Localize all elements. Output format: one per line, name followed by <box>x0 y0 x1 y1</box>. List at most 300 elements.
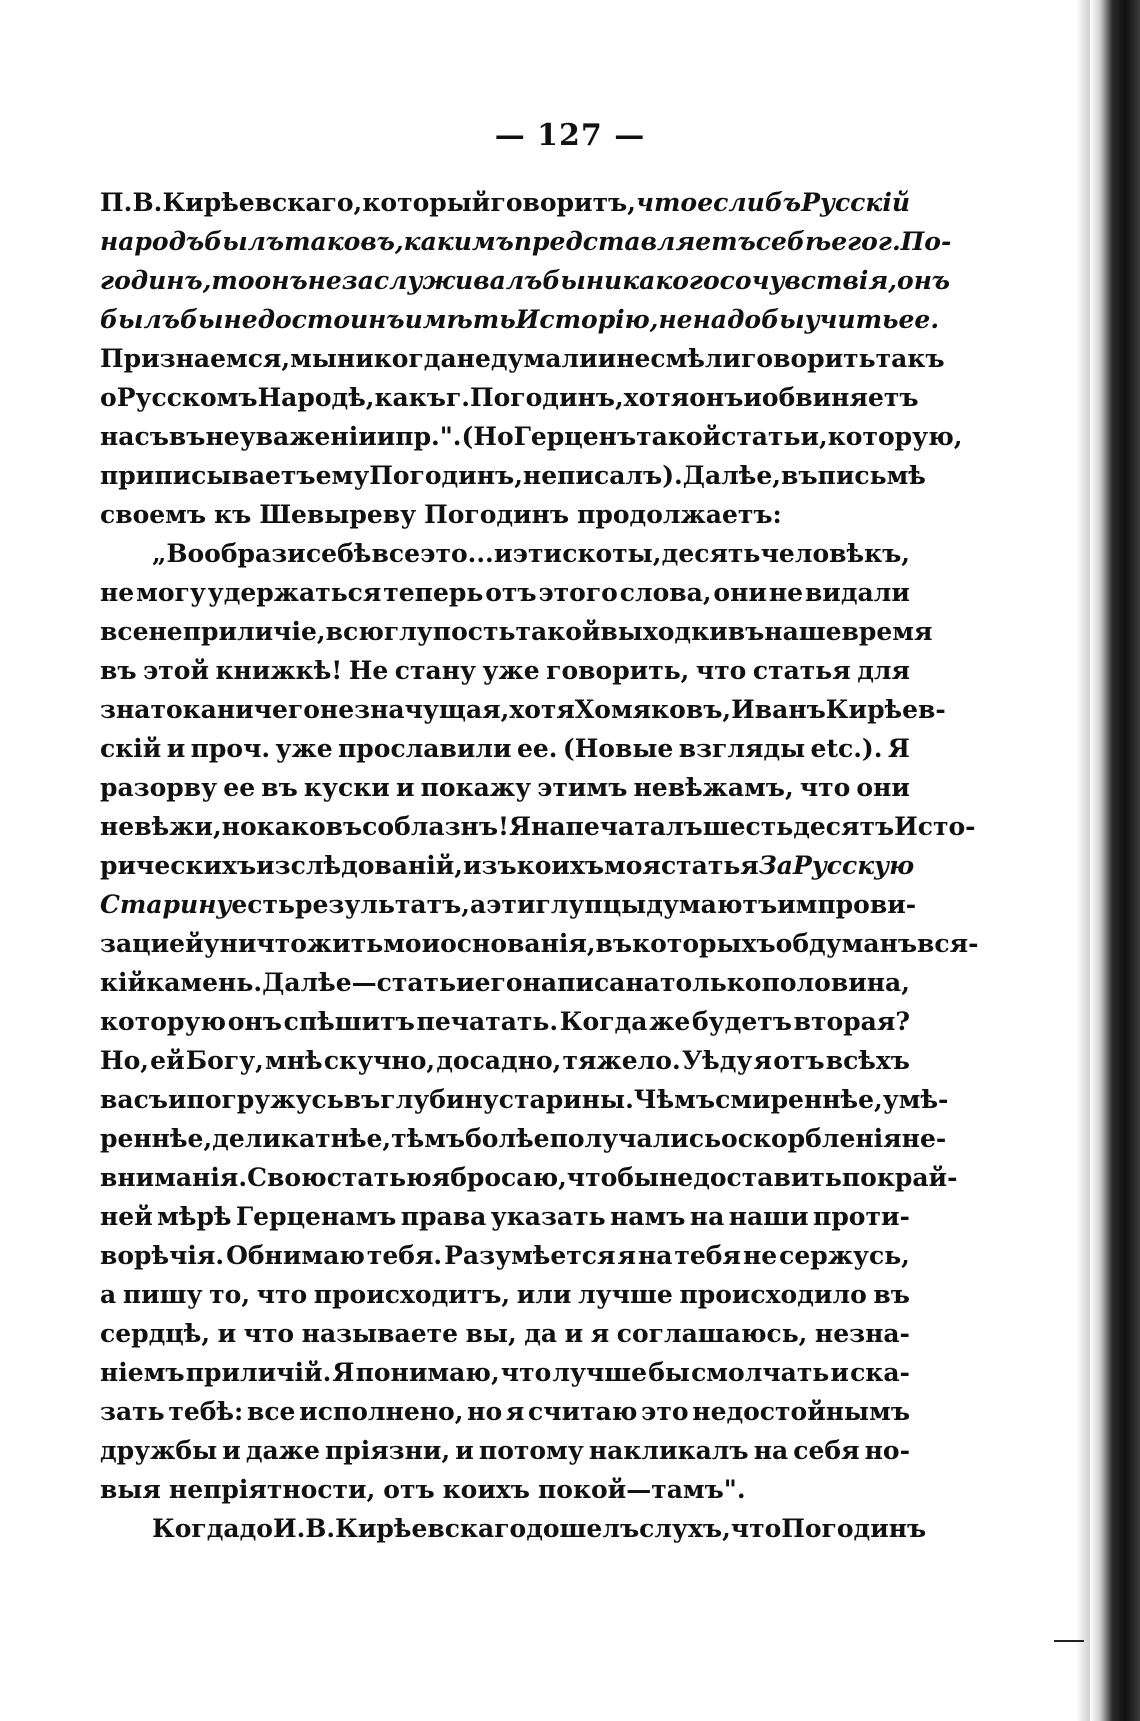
text-line <box>100 1080 949 1119</box>
text-line <box>100 417 963 456</box>
word: Погодинъ, <box>470 383 624 412</box>
word: человѣкъ, <box>760 539 910 568</box>
word: что <box>799 773 851 802</box>
word: мнѣ <box>265 1046 323 1075</box>
word: Хомяковъ, <box>574 695 732 724</box>
word: Далѣе—статьи <box>262 968 475 997</box>
word: говорить <box>741 344 876 373</box>
word: этого <box>538 578 618 607</box>
word: Герценамъ <box>235 1202 397 1231</box>
word: эти <box>512 539 563 568</box>
word: былъ <box>204 227 285 256</box>
word: такой <box>515 617 601 646</box>
word: указать <box>490 1202 606 1231</box>
word: Я <box>887 734 910 763</box>
word: и <box>597 344 617 373</box>
word: по <box>841 1163 877 1192</box>
word: Кирѣевскаго, <box>162 188 363 217</box>
word: глупость <box>383 617 516 646</box>
word: все <box>371 539 421 568</box>
word: ее. <box>898 305 940 334</box>
word: я <box>617 1241 636 1270</box>
word: продолжаетъ: <box>577 500 782 529</box>
word: скучно, <box>323 1046 436 1075</box>
word: Не <box>348 656 389 685</box>
word: Старину <box>100 890 232 919</box>
word: онъ <box>689 383 744 412</box>
word: которую <box>100 1007 227 1036</box>
word: къ <box>214 500 252 529</box>
word: всю <box>325 617 384 646</box>
word: Погодинъ <box>781 1514 927 1543</box>
text-line <box>100 1314 910 1353</box>
word: глубину <box>380 1085 499 1114</box>
word: онъ <box>897 266 951 295</box>
word: зать <box>100 1397 165 1426</box>
word: погружусь <box>186 1085 344 1114</box>
word: непріятности, <box>168 1475 376 1504</box>
word: мы <box>290 344 337 373</box>
word: статью <box>326 1163 432 1192</box>
word: не <box>616 344 651 373</box>
word: смиреннѣе, <box>715 1085 883 1114</box>
word: Чѣмъ <box>633 1085 716 1114</box>
word: невѣжамъ, <box>633 773 794 802</box>
word: мѣрѣ <box>157 1202 232 1231</box>
word: бы <box>648 1358 690 1387</box>
word: Обнимаю <box>226 1241 365 1270</box>
word: смолчать <box>691 1358 830 1387</box>
word: ему <box>315 461 370 490</box>
word: васъ <box>100 1085 168 1114</box>
word: видали <box>804 578 910 607</box>
word: знатока <box>100 695 217 724</box>
word: дошелъ <box>526 1514 640 1543</box>
word: И. <box>272 1514 306 1543</box>
word: (Но <box>461 422 514 451</box>
book-binding-edge <box>1090 0 1140 1721</box>
word: моя <box>604 851 661 880</box>
word: изслѣдованій, <box>256 851 464 880</box>
word: и <box>493 539 513 568</box>
word: пр.". <box>395 422 462 451</box>
word: невѣжи, <box>100 812 222 841</box>
word: что <box>243 1319 295 1348</box>
word: ней <box>100 1202 153 1231</box>
word: ничего <box>216 695 320 724</box>
word: исполнено, <box>299 1397 464 1426</box>
word: въ <box>343 1085 381 1114</box>
text-line <box>100 729 910 768</box>
word: и <box>830 1358 849 1387</box>
word: что <box>500 1358 552 1387</box>
word: и <box>217 1319 237 1348</box>
word: будетъ <box>692 1007 792 1036</box>
word: думаютъ <box>646 890 778 919</box>
word: скоты, <box>562 539 662 568</box>
word: не <box>100 578 135 607</box>
word: Народѣ, <box>257 383 375 412</box>
word: Погодинъ, <box>369 461 523 490</box>
word: изъ <box>463 851 517 880</box>
word: никакого <box>585 266 720 295</box>
word: что <box>695 656 747 685</box>
text-line <box>100 495 910 534</box>
word: Свою <box>247 1163 327 1192</box>
word: тяжело. <box>562 1046 681 1075</box>
word: ее <box>223 773 256 802</box>
word: теперь <box>383 578 484 607</box>
text-line <box>100 885 917 924</box>
word: неприличіе, <box>148 617 326 646</box>
word: выходки <box>600 617 728 646</box>
word: все <box>246 1397 296 1426</box>
word: бросаю, <box>450 1163 567 1192</box>
word: лучше <box>552 1358 648 1387</box>
word: соглашаюсь, <box>616 1319 808 1348</box>
text-line <box>100 300 940 339</box>
word: спѣшитъ <box>283 1007 415 1036</box>
text-line <box>100 1158 958 1197</box>
word: коихъ <box>442 1475 530 1504</box>
text-line <box>100 690 946 729</box>
text-line <box>100 963 910 1002</box>
word: Исто- <box>894 812 976 841</box>
word: вниманія. <box>100 1163 248 1192</box>
word: и <box>564 1319 584 1348</box>
word: отъ <box>383 1475 435 1504</box>
word: на <box>637 1241 673 1270</box>
word: За <box>758 851 794 880</box>
word: куски <box>303 773 390 802</box>
text-line <box>100 1509 927 1548</box>
word: этимъ <box>537 773 628 802</box>
word: въ <box>168 422 206 451</box>
word: недостоинъ <box>223 305 405 334</box>
word: учить <box>804 305 899 334</box>
word: до <box>239 1514 273 1543</box>
word: я <box>505 1397 525 1426</box>
word: П. <box>100 188 133 217</box>
word: покой—тамъ". <box>537 1475 746 1504</box>
word: статья <box>660 851 759 880</box>
word: да <box>524 1319 558 1348</box>
word: и <box>167 1085 187 1114</box>
word: тебѣ: <box>168 1397 244 1426</box>
word: но- <box>864 1436 910 1465</box>
word: бы <box>542 266 586 295</box>
word: В. <box>132 188 163 217</box>
word: ска- <box>850 1358 910 1387</box>
word: Разумѣется <box>444 1241 616 1270</box>
word: не <box>319 695 355 724</box>
text-line <box>100 651 910 690</box>
text-line <box>100 612 933 651</box>
word: скій <box>100 734 162 763</box>
word: старины. <box>498 1085 634 1114</box>
word: г. <box>877 227 901 256</box>
word: Я <box>508 812 532 841</box>
word: они <box>856 773 910 802</box>
word: досадно, <box>436 1046 562 1075</box>
word: себѣ <box>305 539 372 568</box>
word: лучше <box>578 1280 673 1309</box>
word: онъ <box>227 1007 282 1036</box>
word: недостойнымъ <box>692 1397 910 1426</box>
word: понимаю, <box>355 1358 500 1387</box>
word: статьи, <box>721 422 828 451</box>
word: все <box>100 617 149 646</box>
word: никогда <box>336 344 457 373</box>
word: и <box>166 734 186 763</box>
word: которую, <box>827 422 963 451</box>
word: ей <box>150 1046 185 1075</box>
word: глупцы <box>535 890 647 919</box>
word: такъ <box>875 344 945 373</box>
word: права <box>400 1202 487 1231</box>
text-line <box>100 1197 910 1236</box>
word: происходило <box>679 1280 867 1309</box>
word: и <box>455 1436 474 1465</box>
word: мои <box>383 929 441 958</box>
word: имѣть <box>404 305 516 334</box>
word: значущая, <box>354 695 510 724</box>
word: чтобы <box>566 1163 659 1192</box>
word: шестьдесятъ <box>702 812 895 841</box>
word: себѣ <box>755 227 832 256</box>
word: обдуманъ <box>775 929 918 958</box>
word: это... <box>420 539 494 568</box>
word: оскорбленія <box>721 1124 902 1153</box>
word: что <box>636 188 698 217</box>
word: надо <box>692 305 762 334</box>
word: думали <box>490 344 598 373</box>
word: неуваженіи <box>205 422 377 451</box>
text-line <box>100 846 915 885</box>
word: не <box>522 461 558 490</box>
word: даже <box>245 1436 320 1465</box>
word: Уѣду <box>681 1046 753 1075</box>
word: обвиняетъ <box>761 383 919 412</box>
word: что <box>730 1514 782 1543</box>
word: годинъ, <box>100 266 212 295</box>
word: книжкѣ! <box>215 656 343 685</box>
word: импрови- <box>777 890 917 919</box>
word: зацией <box>100 929 204 958</box>
word: болѣе <box>465 1124 550 1153</box>
word: хотя <box>623 383 690 412</box>
text-line <box>100 1470 910 1509</box>
word: пріязни, <box>324 1436 451 1465</box>
word: сержусь, <box>779 1241 910 1270</box>
word: Русскій <box>801 188 910 217</box>
word: Шевыреву <box>259 500 417 529</box>
text-line <box>100 1041 910 1080</box>
word: а <box>100 1280 117 1309</box>
word: въ <box>873 1280 910 1309</box>
word: въ <box>261 773 298 802</box>
word: etc.). <box>810 734 883 763</box>
word: доставить <box>693 1163 842 1192</box>
text-line <box>100 807 976 846</box>
word: тѣмъ <box>391 1124 466 1153</box>
word: накликалъ <box>588 1436 749 1465</box>
word: на <box>753 1436 789 1465</box>
word: какимъ <box>403 227 514 256</box>
word: край- <box>876 1163 958 1192</box>
word: не <box>658 1163 694 1192</box>
word: на <box>689 1202 725 1231</box>
word: соблазнъ! <box>362 812 509 841</box>
word: уничтожить <box>203 929 384 958</box>
word: половина, <box>761 968 910 997</box>
word: себя <box>793 1436 860 1465</box>
word: Русскомъ <box>116 383 258 412</box>
text-line <box>100 924 979 963</box>
text-line <box>100 534 910 573</box>
word: вы, <box>465 1319 517 1348</box>
word: незна- <box>814 1319 910 1348</box>
word: разорву <box>100 773 218 802</box>
word: стану <box>394 656 476 685</box>
word: ее. <box>516 734 558 763</box>
word: Но, <box>100 1046 149 1075</box>
word: камень. <box>146 968 263 997</box>
word: коихъ <box>516 851 605 880</box>
word: я <box>431 1163 451 1192</box>
word: десять <box>661 539 761 568</box>
word: проти- <box>813 1202 910 1231</box>
word: что <box>256 1280 308 1309</box>
word: умѣ- <box>882 1085 949 1114</box>
word: сочувствія, <box>719 266 898 295</box>
word: его <box>831 227 878 256</box>
body-text <box>100 183 979 1548</box>
word: наши <box>728 1202 809 1231</box>
word: не <box>456 344 491 373</box>
word: Кирѣев- <box>825 695 946 724</box>
word: сердцѣ, <box>100 1319 211 1348</box>
word: и <box>395 773 415 802</box>
word: насъ <box>100 422 169 451</box>
word: печатать. <box>416 1007 559 1036</box>
word: которыхъ <box>632 929 776 958</box>
word: но <box>467 1397 503 1426</box>
word: намъ <box>609 1202 686 1231</box>
word: наше <box>764 617 842 646</box>
text-line <box>100 573 910 612</box>
word: этой <box>143 656 209 685</box>
word: и <box>222 1436 241 1465</box>
word: хотя <box>509 695 575 724</box>
word: деликатнѣе, <box>212 1124 392 1153</box>
word: реннѣе, <box>100 1124 213 1153</box>
word: въ <box>100 656 137 685</box>
word: не- <box>901 1124 947 1153</box>
word: но <box>221 812 257 841</box>
word: который <box>362 188 491 217</box>
word: каковъ <box>256 812 363 841</box>
text-line <box>100 1236 910 1275</box>
word: письмѣ <box>817 461 926 490</box>
word: происходитъ, <box>313 1280 511 1309</box>
word: я <box>590 1319 610 1348</box>
word: результатъ, <box>294 890 470 919</box>
word: то <box>211 266 255 295</box>
word: отъ <box>773 1046 825 1075</box>
word: удержаться <box>207 578 382 607</box>
word: напечаталъ <box>531 812 703 841</box>
word: ворѣчія. <box>100 1241 225 1270</box>
word: то, <box>209 1280 251 1309</box>
text-line <box>100 1392 910 1431</box>
word: Когда <box>559 1007 648 1036</box>
word: Кирѣевскаго <box>335 1514 527 1543</box>
word: кій <box>100 968 147 997</box>
word: народъ <box>100 227 205 256</box>
word: ніемъ <box>100 1358 185 1387</box>
word: считаю <box>528 1397 638 1426</box>
word: бы <box>179 305 224 334</box>
word: называете <box>301 1319 459 1348</box>
word: Далѣе, <box>682 461 781 490</box>
word: тебя. <box>366 1241 443 1270</box>
word: еслибъ <box>697 188 802 217</box>
word: такой <box>636 422 722 451</box>
word: писалъ). <box>557 461 683 490</box>
word: онъ <box>254 266 308 295</box>
word: „Вообрази <box>152 539 306 568</box>
word: проч. <box>190 734 271 763</box>
word: Когда <box>152 1514 240 1543</box>
text-line <box>100 1431 910 1470</box>
word: вся- <box>917 929 979 958</box>
text-line <box>100 183 910 222</box>
word: г. <box>445 383 470 412</box>
word: получались <box>549 1124 722 1153</box>
word: какъ <box>374 383 446 412</box>
word: В. <box>305 1514 336 1543</box>
word: прославили <box>338 734 512 763</box>
word: рическихъ <box>100 851 257 880</box>
word: въ <box>595 929 633 958</box>
word: слова, <box>619 578 712 607</box>
word: пишу <box>122 1280 203 1309</box>
word: Герценъ <box>513 422 637 451</box>
word: уже <box>482 656 540 685</box>
word: время <box>841 617 933 646</box>
word: Признаемся, <box>100 344 291 373</box>
word: приписываетъ <box>100 461 316 490</box>
word: я <box>753 1046 773 1075</box>
word: представляетъ <box>513 227 756 256</box>
text-line <box>100 1002 910 1041</box>
word: взгляды <box>678 734 806 763</box>
word: не <box>658 305 693 334</box>
word: или <box>516 1280 572 1309</box>
word: а <box>469 890 487 919</box>
word: таковъ, <box>284 227 404 256</box>
word: есть <box>231 890 295 919</box>
word: эти <box>486 890 536 919</box>
word: его <box>474 968 523 997</box>
word: это <box>641 1397 689 1426</box>
word: въ <box>727 617 765 646</box>
word: Богу, <box>185 1046 264 1075</box>
word: Исторію, <box>515 305 659 334</box>
word: (Новые <box>562 734 674 763</box>
word: основанія, <box>440 929 596 958</box>
